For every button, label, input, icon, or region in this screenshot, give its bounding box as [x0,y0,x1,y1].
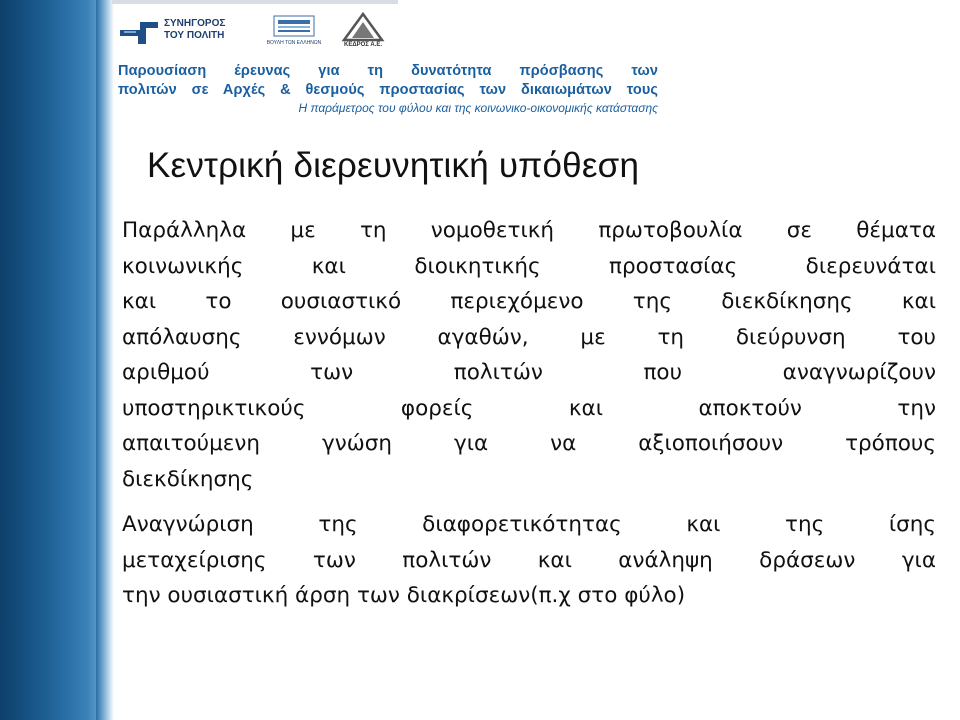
logo-row [118,10,408,54]
kedros-label: ΚΕΔΡΟΣ Α.Ε. [343,42,383,48]
banner-title [118,62,658,100]
p1-line: αριθμού των πολιτών που αναγνωρίζουν [122,360,936,385]
side-band-highlight [96,0,114,720]
p1-line: Παράλληλα με τη νομοθετική πρωτοβουλία σε θέματα [122,218,936,243]
ombudsman-line1: ΣΥΝΗΓΟΡΟΣ [164,18,226,29]
paragraph-2 [122,507,936,614]
slide-title: Κεντρική διερευνητική υπόθεση [147,146,640,185]
kedros-logo [338,12,388,52]
slide-body [122,213,936,614]
p2-line: την ουσιαστική άρση των διακρίσεων(π.χ στο φύλο) [122,583,686,608]
kedros-triangle-icon [338,12,388,42]
header-strip [112,0,398,4]
p1-line: κοινωνικής και διοικητικής προστασίας διερευνάται [122,253,936,279]
ombudsman-logo [118,14,238,54]
p1-line: διεκδίκησης [122,466,254,492]
p1-line: υποστηρικτικούς φορείς και αποκτούν την [122,395,936,421]
ombudsman-logo-icon [118,18,160,46]
banner-title-line1: Παρουσίαση έρευνας για τη δυνατότητα πρόσβασης των [118,63,658,79]
p1-line: απαιτούμενη γνώση για να αξιοποιήσουν τρόπους [122,431,936,456]
banner-title-line2: πολιτών σε Αρχές & θεσμούς προστασίας των δικαιωμάτων τους [118,82,658,98]
p2-line: Αναγνώριση της διαφορετικότητας και της ίσης [122,512,936,537]
banner-subtitle: Η παράμετρος του φύλου και της κοινωνικο-οικονομικής κατάστασης [298,101,658,115]
parliament-emblem-icon [272,12,316,40]
ombudsman-logo-text [164,18,225,42]
p2-line: μεταχείρισης των πολιτών και ανάληψη δράσεων για [122,547,936,573]
p1-line: και το ουσιαστικό περιεχόμενο της διεκδίκησης και [122,289,936,314]
ombudsman-line2: ΤΟΥ ΠΟΛΙΤΗ [164,30,225,41]
paragraph-1 [122,213,936,497]
parliament-label: ΒΟΥΛΗ ΤΩΝ ΕΛΛΗΝΩΝ [266,40,322,46]
p1-line: απόλαυσης εννόμων αγαθών, με τη διεύρυνση του [122,324,936,350]
parliament-logo [264,12,324,52]
